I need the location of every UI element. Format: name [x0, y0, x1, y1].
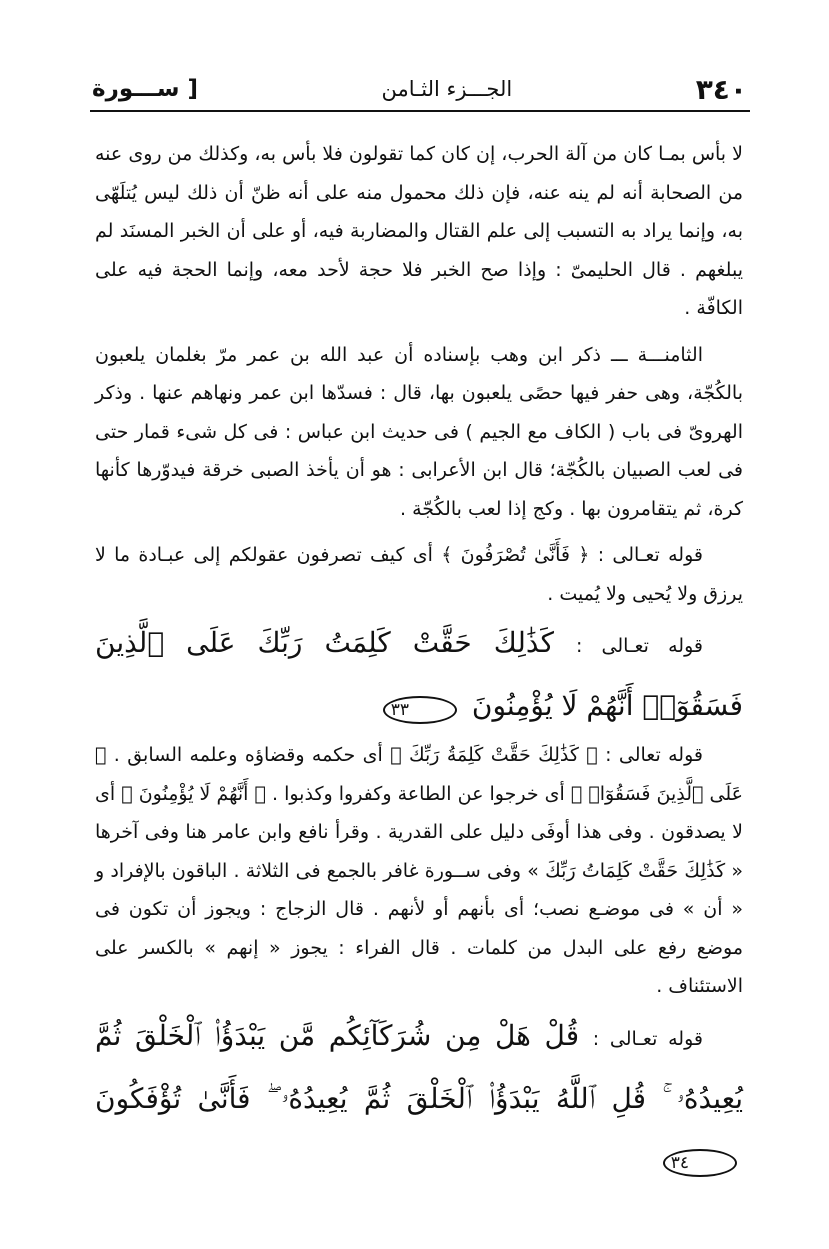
ayah-number-marker: ٣٤	[663, 1149, 737, 1177]
paragraph-3: قوله تعـالى : ﴿ فَأَنَّىٰ تُصْرَفُونَ ﴾ أى كيف تصرفون عقولكم إلى عبـادة ما لا يرزق ولا يُحيى ولا يُميت .	[95, 544, 743, 605]
page-number: ٣٤٠	[695, 72, 747, 106]
ayah-34-text: قُلْ هَلْ مِن شُرَكَآئِكُم مَّن يَبْدَؤُا۟ ٱلْخَلْقَ ثُمَّ يُعِيدُهُۥ ۚ قُلِ ٱللَّهُ يَبْدَؤُا۟ ٱلْخَلْقَ ثُمَّ يُعِيدُهُۥ ۖ فَأَنَّىٰ تُؤْفَكُونَ	[95, 1018, 743, 1115]
paragraph-4: قوله تعالى : ﴿ كَذَٰلِكَ حَقَّتْ كَلِمَةُ رَبِّكَ ﴾ أى حكمه وقضاؤه وعلمه السابق . ﴿ عَلَى ٱلَّذِينَ فَسَقُوٓا۟ ﴾ أى خرجوا عن الطاعة وكفروا وكذبوا . ﴿ أَنَّهُمْ لَا يُؤْمِنُونَ ﴾ أى لا يصدقون . وفى هذا أوفَى دليل على القدرية . وقرأ نافع وابن عامر هنا وفى آخرها « كَذَٰلِكَ حَقَّتْ كَلِمَاتُ رَبِّكَ » وفى ســورة غافر بالجمع فى الثلاثة . الباقون بالإفراد و « أن » فى موضـع نصب؛ أى بأنهم أو لأنهم . قال الزجاج : ويجوز أن تكون فى موضع رفع على البدل من كلمات . قال الفراء : يجوز « إنهم » بالكسر على الاستئناف .	[95, 744, 743, 997]
header-rule	[90, 110, 750, 112]
paragraph-1: لا بأس بمـا كان من آلة الحرب، إن كان كما تقولون فلا بأس به، وكذلك من روى عنه من الصحابة أنه لم ينه عنه، فإن ذلك محمول منه على أنه ظنّ أن ذلك ليس يُتلَهّى به، وإنما يراد به التسبب إلى علم القتال والمضاربة فيه، أو على أن الخبر المسنَد لم يبلغهم . قال الحليمىّ : وإذا صح الخبر فلا حجة لأحد معه، وإنما الحجة فيه على الكافّة .	[95, 143, 743, 319]
ayah-33-lead: قوله تعـالى :	[575, 635, 703, 657]
sura-label: [ ســـورة	[92, 76, 198, 102]
juz-title: الجـــزء الثـامن	[381, 77, 513, 101]
paragraph-2: الثامنـــة ـــ ذكر ابن وهب بإسناده أن عبد الله بن عمر مرّ بغلمان يلعبون بالكُجّة، وهى حفر فيها حصًى يلعبون بها، قال : فسدّها ابن عمر ونهاهم عنها . وذكر الهروىّ فى باب ( الكاف مع الجيم ) فى حديث ابن عباس : فى كل شىء قمار حتى فى لعب الصبيان بالكُجّة؛ قال ابن الأعرابى : هو أن يأخذ الصبى خرقة فيدوّرها كأنها كرة، ثم يتقامرون بها . وكج إذا لعب بالكُجّة .	[95, 343, 743, 520]
ayah-33	[95, 613, 743, 736]
ayah-34	[95, 1006, 743, 1189]
ayah-33-text: كَذَٰلِكَ حَقَّتْ كَلِمَتُ رَبِّكَ عَلَى ٱلَّذِينَ فَسَقُوٓا۟ أَنَّهُمْ لَا يُؤْمِنُونَ	[95, 626, 743, 722]
page-body	[95, 135, 743, 1189]
ayah-34-lead: قوله تعـالى :	[592, 1027, 703, 1050]
page-header	[92, 72, 747, 106]
ayah-number-marker: ٣٣	[383, 696, 457, 724]
